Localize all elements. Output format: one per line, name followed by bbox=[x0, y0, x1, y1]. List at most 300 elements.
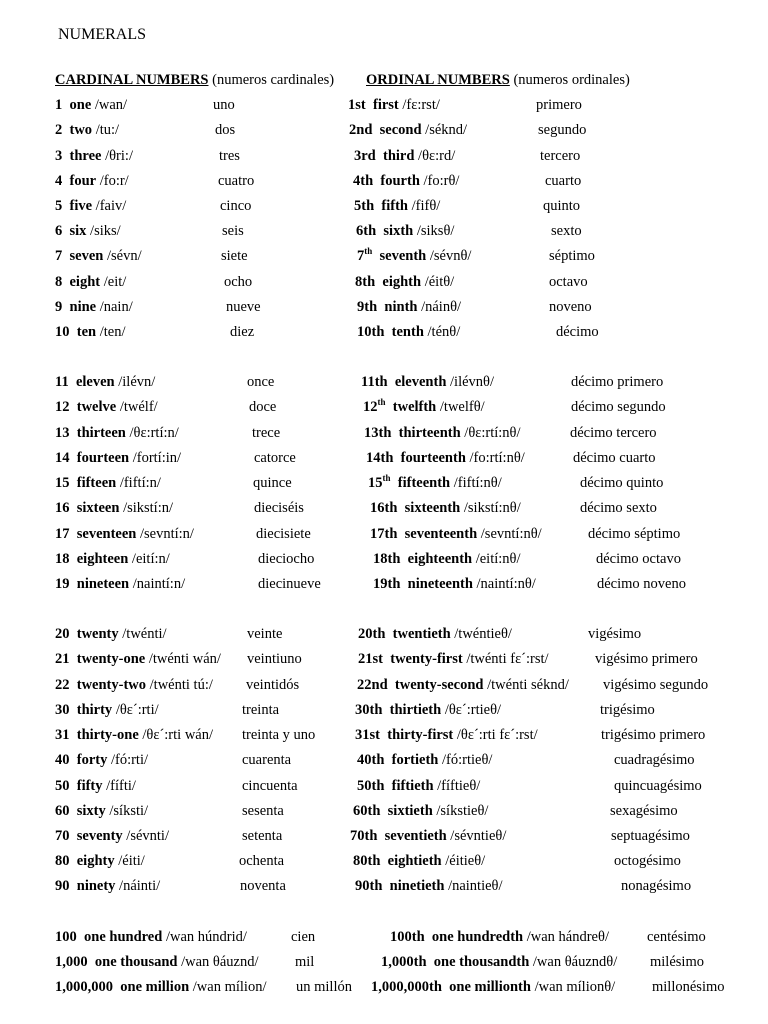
table-row bbox=[0, 500, 768, 520]
cardinal-number: 13 bbox=[55, 425, 70, 441]
cardinal-spanish: doce bbox=[249, 399, 277, 415]
cardinal-word: one thousand bbox=[94, 954, 178, 970]
ordinal-entry bbox=[370, 500, 521, 517]
table-row bbox=[0, 576, 768, 596]
ordinal-word: twenty-second bbox=[394, 677, 484, 693]
cardinal-word: eight bbox=[69, 274, 101, 290]
ordinal-number: 20th bbox=[358, 626, 386, 642]
cardinal-entry bbox=[55, 198, 126, 215]
cardinal-spanish: tres bbox=[219, 148, 240, 164]
ordinal-entry bbox=[353, 853, 485, 870]
cardinal-pronunciation: /θɛ:rtí:n/ bbox=[129, 425, 179, 441]
table-row bbox=[0, 324, 768, 344]
ordinal-pronunciation: /fíftieθ/ bbox=[437, 778, 481, 794]
cardinal-header bbox=[55, 72, 334, 89]
ordinal-spanish: vigésimo segundo bbox=[603, 677, 709, 693]
cardinal-pronunciation: /fortí:in/ bbox=[132, 450, 182, 466]
ordinal-word: one millionth bbox=[449, 979, 531, 995]
cardinal-word: eighteen bbox=[76, 551, 129, 567]
ordinal-word: fiftieth bbox=[391, 778, 434, 794]
cardinal-spanish: veinte bbox=[247, 626, 283, 642]
cardinal-spanish: ocho bbox=[224, 274, 253, 290]
cardinal-title: CARDINAL NUMBERS bbox=[55, 72, 209, 88]
cardinal-number: 21 bbox=[55, 651, 70, 667]
ordinal-word: ninth bbox=[384, 299, 418, 315]
ordinal-header bbox=[366, 72, 630, 89]
ordinal-note: (numeros ordinales) bbox=[513, 72, 630, 88]
cardinal-pronunciation: /ilévn/ bbox=[118, 374, 156, 390]
cardinal-word: seventeen bbox=[76, 526, 137, 542]
ordinal-entry bbox=[366, 450, 525, 467]
ordinal-spanish: décimo primero bbox=[571, 374, 664, 390]
ordinal-entry bbox=[356, 223, 454, 240]
table-row bbox=[0, 450, 768, 470]
ordinal-spanish: cuadragésimo bbox=[614, 752, 695, 768]
cardinal-number: 1,000,000 bbox=[55, 979, 113, 995]
cardinal-entry bbox=[55, 299, 133, 316]
ordinal-word: one thousandth bbox=[433, 954, 530, 970]
cardinal-entry bbox=[55, 677, 213, 694]
ordinal-number: 5th bbox=[354, 198, 375, 214]
table-row bbox=[0, 727, 768, 747]
ordinal-pronunciation: /wan θáuzndθ/ bbox=[532, 954, 618, 970]
cardinal-spanish: mil bbox=[295, 954, 315, 970]
cardinal-entry bbox=[55, 702, 159, 719]
cardinal-number: 15 bbox=[55, 475, 70, 491]
ordinal-word: thirteenth bbox=[398, 425, 461, 441]
cardinal-number: 5 bbox=[55, 198, 63, 214]
ordinal-number: 70th bbox=[350, 828, 378, 844]
ordinal-word: eighth bbox=[382, 274, 422, 290]
cardinal-entry bbox=[55, 223, 121, 240]
ordinal-pronunciation: /naintí:nθ/ bbox=[476, 576, 536, 592]
cardinal-pronunciation: /nain/ bbox=[99, 299, 133, 315]
ordinal-spanish: décimo cuarto bbox=[573, 450, 656, 466]
ordinal-pronunciation: /éitieθ/ bbox=[445, 853, 486, 869]
cardinal-spanish: veintidós bbox=[246, 677, 300, 693]
cardinal-entry bbox=[55, 853, 145, 870]
table-row bbox=[0, 626, 768, 646]
ordinal-number: 50th bbox=[357, 778, 385, 794]
ordinal-spanish: vigésimo bbox=[588, 626, 642, 642]
cardinal-spanish: diecisiete bbox=[256, 526, 311, 542]
ordinal-spanish: sexagésimo bbox=[610, 803, 678, 819]
cardinal-spanish: treinta y uno bbox=[242, 727, 316, 743]
ordinal-pronunciation: /fiftí:nθ/ bbox=[453, 475, 502, 491]
cardinal-pronunciation: /sévnti/ bbox=[126, 828, 169, 844]
ordinal-spanish: trigésimo primero bbox=[601, 727, 706, 743]
ordinal-word: second bbox=[379, 122, 422, 138]
ordinal-entry bbox=[361, 374, 494, 391]
cardinal-pronunciation: /wan/ bbox=[94, 97, 128, 113]
ordinal-suffix: th bbox=[377, 397, 386, 407]
table-row bbox=[0, 97, 768, 117]
ordinal-entry bbox=[358, 651, 549, 668]
cardinal-entry bbox=[55, 450, 181, 467]
ordinal-number: 31st bbox=[355, 727, 380, 743]
cardinal-entry bbox=[55, 97, 127, 114]
table-row bbox=[0, 702, 768, 722]
ordinal-word: seventieth bbox=[384, 828, 447, 844]
cardinal-word: thirty-one bbox=[76, 727, 139, 743]
cardinal-word: eleven bbox=[75, 374, 115, 390]
cardinal-spanish: cincuenta bbox=[242, 778, 298, 794]
ordinal-entry bbox=[357, 778, 480, 795]
cardinal-entry bbox=[55, 954, 259, 971]
cardinal-word: twelve bbox=[76, 399, 117, 415]
cardinal-entry bbox=[55, 979, 266, 996]
ordinal-word: third bbox=[383, 148, 415, 164]
cardinal-number: 30 bbox=[55, 702, 70, 718]
cardinal-spanish: sesenta bbox=[242, 803, 284, 819]
cardinal-number: 50 bbox=[55, 778, 70, 794]
ordinal-word: eightieth bbox=[387, 853, 442, 869]
cardinal-pronunciation: /sikstí:n/ bbox=[123, 500, 174, 516]
cardinal-spanish: treinta bbox=[242, 702, 280, 718]
table-row bbox=[0, 274, 768, 294]
cardinal-word: twenty-one bbox=[76, 651, 146, 667]
ordinal-spanish: décimo séptimo bbox=[588, 526, 681, 542]
cardinal-word: two bbox=[69, 122, 93, 138]
ordinal-pronunciation: /sikstí:nθ/ bbox=[463, 500, 521, 516]
cardinal-spanish: siete bbox=[221, 248, 248, 264]
cardinal-spanish: cien bbox=[291, 929, 316, 945]
cardinal-pronunciation: /náinti/ bbox=[119, 878, 161, 894]
cardinal-spanish: un millón bbox=[296, 979, 352, 995]
ordinal-word: sixteenth bbox=[404, 500, 461, 516]
ordinal-word: seventeenth bbox=[404, 526, 478, 542]
ordinal-word: tenth bbox=[391, 324, 424, 340]
ordinal-entry bbox=[353, 803, 488, 820]
cardinal-spanish: quince bbox=[253, 475, 292, 491]
ordinal-spanish: millonésimo bbox=[652, 979, 725, 995]
cardinal-number: 6 bbox=[55, 223, 63, 239]
ordinal-number: 90th bbox=[355, 878, 383, 894]
cardinal-entry bbox=[55, 122, 119, 139]
cardinal-pronunciation: /fiftí:n/ bbox=[119, 475, 161, 491]
cardinal-entry bbox=[55, 248, 142, 265]
ordinal-entry bbox=[370, 526, 542, 543]
table-row bbox=[0, 853, 768, 873]
ordinal-entry bbox=[349, 122, 467, 139]
cardinal-word: ninety bbox=[76, 878, 116, 894]
table-row bbox=[0, 248, 768, 268]
table-row bbox=[0, 954, 768, 974]
cardinal-entry bbox=[55, 626, 167, 643]
ordinal-spanish: sexto bbox=[551, 223, 582, 239]
ordinal-number: 3rd bbox=[354, 148, 376, 164]
ordinal-number: 2nd bbox=[349, 122, 373, 138]
ordinal-spanish: décimo segundo bbox=[571, 399, 666, 415]
ordinal-word: thirtieth bbox=[389, 702, 442, 718]
ordinal-spanish: octogésimo bbox=[614, 853, 681, 869]
table-row bbox=[0, 374, 768, 394]
ordinal-pronunciation: /eití:nθ/ bbox=[475, 551, 521, 567]
cardinal-entry bbox=[55, 828, 169, 845]
cardinal-number: 20 bbox=[55, 626, 70, 642]
cardinal-note: (numeros cardinales) bbox=[212, 72, 335, 88]
ordinal-entry bbox=[355, 274, 454, 291]
ordinal-pronunciation: /náinθ/ bbox=[421, 299, 462, 315]
cardinal-entry bbox=[55, 551, 170, 568]
ordinal-spanish: décimo tercero bbox=[570, 425, 657, 441]
ordinal-pronunciation: /ilévnθ/ bbox=[450, 374, 495, 390]
cardinal-entry bbox=[55, 475, 161, 492]
table-row bbox=[0, 148, 768, 168]
ordinal-spanish: quincuagésimo bbox=[614, 778, 702, 794]
table-row bbox=[0, 122, 768, 142]
ordinal-spanish: noveno bbox=[549, 299, 592, 315]
cardinal-spanish: dos bbox=[215, 122, 236, 138]
cardinal-number: 90 bbox=[55, 878, 70, 894]
cardinal-word: nine bbox=[69, 299, 97, 315]
cardinal-pronunciation: /sévn/ bbox=[106, 248, 142, 264]
ordinal-entry bbox=[357, 752, 492, 769]
cardinal-entry bbox=[55, 929, 247, 946]
ordinal-word: twenty-first bbox=[390, 651, 463, 667]
ordinal-entry bbox=[357, 677, 569, 694]
cardinal-number: 17 bbox=[55, 526, 70, 542]
table-row bbox=[0, 526, 768, 546]
ordinal-pronunciation: /θɛ:rd/ bbox=[418, 148, 456, 164]
ordinal-entry bbox=[363, 399, 485, 416]
ordinal-spanish: vigésimo primero bbox=[595, 651, 698, 667]
cardinal-number: 11 bbox=[55, 374, 69, 390]
cardinal-spanish: once bbox=[247, 374, 275, 390]
cardinal-spanish: cinco bbox=[220, 198, 252, 214]
cardinal-pronunciation: /wan mílion/ bbox=[192, 979, 267, 995]
ordinal-title: ORDINAL NUMBERS bbox=[366, 72, 510, 88]
ordinal-pronunciation: /ténθ/ bbox=[427, 324, 461, 340]
ordinal-pronunciation: /wan hándreθ/ bbox=[526, 929, 609, 945]
cardinal-spanish: diez bbox=[230, 324, 255, 340]
ordinal-word: sixtieth bbox=[387, 803, 433, 819]
ordinal-pronunciation: /twénti fɛ´:rst/ bbox=[466, 651, 549, 667]
ordinal-spanish: tercero bbox=[540, 148, 581, 164]
ordinal-number: 16th bbox=[370, 500, 398, 516]
table-row bbox=[0, 677, 768, 697]
cardinal-pronunciation: /twélf/ bbox=[119, 399, 158, 415]
ordinal-word: fourteenth bbox=[400, 450, 466, 466]
ordinal-word: fourth bbox=[380, 173, 420, 189]
page-title: NUMERALS bbox=[58, 26, 147, 43]
cardinal-spanish: trece bbox=[252, 425, 281, 441]
table-row bbox=[0, 828, 768, 848]
ordinal-word: first bbox=[372, 97, 399, 113]
ordinal-number: 14th bbox=[366, 450, 394, 466]
cardinal-number: 70 bbox=[55, 828, 70, 844]
ordinal-pronunciation: /naintieθ/ bbox=[448, 878, 503, 894]
ordinal-suffix: th bbox=[382, 473, 391, 483]
cardinal-spanish: cuarenta bbox=[242, 752, 292, 768]
ordinal-spanish: cuarto bbox=[545, 173, 582, 189]
ordinal-spanish: quinto bbox=[543, 198, 581, 214]
table-row bbox=[0, 425, 768, 445]
cardinal-spanish: noventa bbox=[240, 878, 286, 894]
cardinal-entry bbox=[55, 374, 155, 391]
cardinal-word: fourteen bbox=[76, 450, 130, 466]
cardinal-number: 19 bbox=[55, 576, 70, 592]
table-row bbox=[0, 223, 768, 243]
ordinal-suffix: th bbox=[364, 246, 373, 256]
ordinal-word: eighteenth bbox=[407, 551, 473, 567]
ordinal-number: 9th bbox=[357, 299, 378, 315]
ordinal-spanish: décimo octavo bbox=[596, 551, 681, 567]
cardinal-number: 12 bbox=[55, 399, 70, 415]
ordinal-number: 100th bbox=[390, 929, 425, 945]
ordinal-entry bbox=[373, 576, 536, 593]
ordinal-entry bbox=[368, 475, 502, 492]
cardinal-pronunciation: /eit/ bbox=[103, 274, 127, 290]
cardinal-pronunciation: /faiv/ bbox=[95, 198, 127, 214]
ordinal-pronunciation: /séknd/ bbox=[425, 122, 468, 138]
cardinal-number: 9 bbox=[55, 299, 63, 315]
cardinal-number: 60 bbox=[55, 803, 70, 819]
cardinal-pronunciation: /síksti/ bbox=[109, 803, 149, 819]
table-row bbox=[0, 929, 768, 949]
cardinal-spanish: seis bbox=[222, 223, 244, 239]
cardinal-spanish: setenta bbox=[242, 828, 283, 844]
cardinal-number: 14 bbox=[55, 450, 70, 466]
ordinal-number: 17th bbox=[370, 526, 398, 542]
table-row bbox=[0, 399, 768, 419]
ordinal-pronunciation: /fo:rθ/ bbox=[423, 173, 460, 189]
ordinal-number: 7 bbox=[357, 248, 365, 264]
cardinal-entry bbox=[55, 274, 126, 291]
ordinal-word: eleventh bbox=[394, 374, 447, 390]
ordinal-pronunciation: /sévnθ/ bbox=[429, 248, 472, 264]
cardinal-word: one million bbox=[120, 979, 190, 995]
ordinal-number: 11th bbox=[361, 374, 388, 390]
ordinal-entry bbox=[364, 425, 521, 442]
ordinal-spanish: nonagésimo bbox=[621, 878, 692, 894]
cardinal-word: seven bbox=[69, 248, 104, 264]
cardinal-number: 10 bbox=[55, 324, 70, 340]
table-row bbox=[0, 979, 768, 999]
table-row bbox=[0, 752, 768, 772]
cardinal-number: 100 bbox=[55, 929, 77, 945]
cardinal-pronunciation: /twénti wán/ bbox=[148, 651, 221, 667]
cardinal-pronunciation: /siks/ bbox=[90, 223, 121, 239]
cardinal-pronunciation: /θɛ´:rti/ bbox=[115, 702, 159, 718]
cardinal-entry bbox=[55, 500, 173, 517]
cardinal-number: 8 bbox=[55, 274, 63, 290]
ordinal-pronunciation: /sévntieθ/ bbox=[450, 828, 507, 844]
cardinal-word: sixty bbox=[76, 803, 106, 819]
ordinal-pronunciation: /θɛ:rtí:nθ/ bbox=[464, 425, 521, 441]
cardinal-pronunciation: /sevntí:n/ bbox=[139, 526, 194, 542]
cardinal-entry bbox=[55, 425, 179, 442]
cardinal-entry bbox=[55, 148, 133, 165]
cardinal-entry bbox=[55, 727, 213, 744]
cardinal-pronunciation: /fífti/ bbox=[106, 778, 136, 794]
table-row bbox=[0, 778, 768, 798]
ordinal-number: 4th bbox=[353, 173, 374, 189]
cardinal-number: 2 bbox=[55, 122, 63, 138]
ordinal-entry bbox=[357, 299, 461, 316]
cardinal-spanish: uno bbox=[213, 97, 235, 113]
cardinal-word: nineteen bbox=[76, 576, 130, 592]
cardinal-entry bbox=[55, 526, 194, 543]
ordinal-spanish: décimo sexto bbox=[580, 500, 657, 516]
table-row bbox=[0, 651, 768, 671]
ordinal-entry bbox=[354, 148, 455, 165]
cardinal-pronunciation: /twénti/ bbox=[122, 626, 167, 642]
ordinal-number: 18th bbox=[373, 551, 401, 567]
cardinal-entry bbox=[55, 651, 221, 668]
cardinal-pronunciation: /fó:rti/ bbox=[110, 752, 149, 768]
ordinal-pronunciation: /fifθ/ bbox=[411, 198, 441, 214]
table-row bbox=[0, 475, 768, 495]
ordinal-pronunciation: /fó:rtieθ/ bbox=[441, 752, 493, 768]
ordinal-spanish: octavo bbox=[549, 274, 588, 290]
cardinal-entry bbox=[55, 399, 158, 416]
ordinal-spanish: décimo bbox=[556, 324, 599, 340]
ordinal-entry bbox=[355, 878, 503, 895]
ordinal-word: twelfth bbox=[392, 399, 437, 415]
cardinal-entry bbox=[55, 803, 148, 820]
ordinal-number: 1st bbox=[348, 97, 366, 113]
cardinal-pronunciation: /wan θáuznd/ bbox=[181, 954, 259, 970]
ordinal-spanish: trigésimo bbox=[600, 702, 655, 718]
ordinal-entry bbox=[358, 626, 512, 643]
ordinal-word: one hundredth bbox=[431, 929, 524, 945]
cardinal-word: seventy bbox=[76, 828, 123, 844]
cardinal-word: three bbox=[69, 148, 102, 164]
cardinal-pronunciation: /θri:/ bbox=[105, 148, 133, 164]
ordinal-word: fifteenth bbox=[397, 475, 451, 491]
cardinal-spanish: dieciséis bbox=[254, 500, 304, 516]
ordinal-entry bbox=[355, 727, 538, 744]
cardinal-number: 7 bbox=[55, 248, 63, 264]
ordinal-pronunciation: /θɛ´:rtieθ/ bbox=[444, 702, 502, 718]
cardinal-word: twenty-two bbox=[76, 677, 147, 693]
cardinal-number: 4 bbox=[55, 173, 63, 189]
ordinal-pronunciation: /twénti séknd/ bbox=[487, 677, 569, 693]
ordinal-number: 8th bbox=[355, 274, 376, 290]
table-row bbox=[0, 803, 768, 823]
ordinal-entry bbox=[381, 954, 617, 971]
cardinal-number: 1,000 bbox=[55, 954, 88, 970]
ordinal-number: 13th bbox=[364, 425, 392, 441]
cardinal-word: twenty bbox=[76, 626, 119, 642]
cardinal-word: one bbox=[69, 97, 92, 113]
cardinal-number: 16 bbox=[55, 500, 70, 516]
cardinal-entry bbox=[55, 576, 185, 593]
ordinal-spanish: primero bbox=[536, 97, 582, 113]
cardinal-spanish: nueve bbox=[226, 299, 261, 315]
ordinal-entry bbox=[357, 248, 471, 265]
cardinal-spanish: catorce bbox=[254, 450, 296, 466]
cardinal-number: 31 bbox=[55, 727, 70, 743]
ordinal-pronunciation: /twelfθ/ bbox=[439, 399, 485, 415]
ordinal-number: 6th bbox=[356, 223, 377, 239]
cardinal-pronunciation: /eití:n/ bbox=[131, 551, 170, 567]
ordinal-number: 15 bbox=[368, 475, 383, 491]
ordinal-word: fortieth bbox=[391, 752, 439, 768]
ordinal-number: 60th bbox=[353, 803, 381, 819]
ordinal-number: 1,000th bbox=[381, 954, 427, 970]
ordinal-number: 21st bbox=[358, 651, 383, 667]
ordinal-spanish: séptimo bbox=[549, 248, 595, 264]
cardinal-pronunciation: /fo:r/ bbox=[99, 173, 129, 189]
cardinal-number: 80 bbox=[55, 853, 70, 869]
table-row bbox=[0, 551, 768, 571]
cardinal-spanish: diecinueve bbox=[258, 576, 321, 592]
cardinal-number: 22 bbox=[55, 677, 70, 693]
ordinal-number: 1,000,000th bbox=[371, 979, 442, 995]
ordinal-pronunciation: /síkstieθ/ bbox=[436, 803, 489, 819]
